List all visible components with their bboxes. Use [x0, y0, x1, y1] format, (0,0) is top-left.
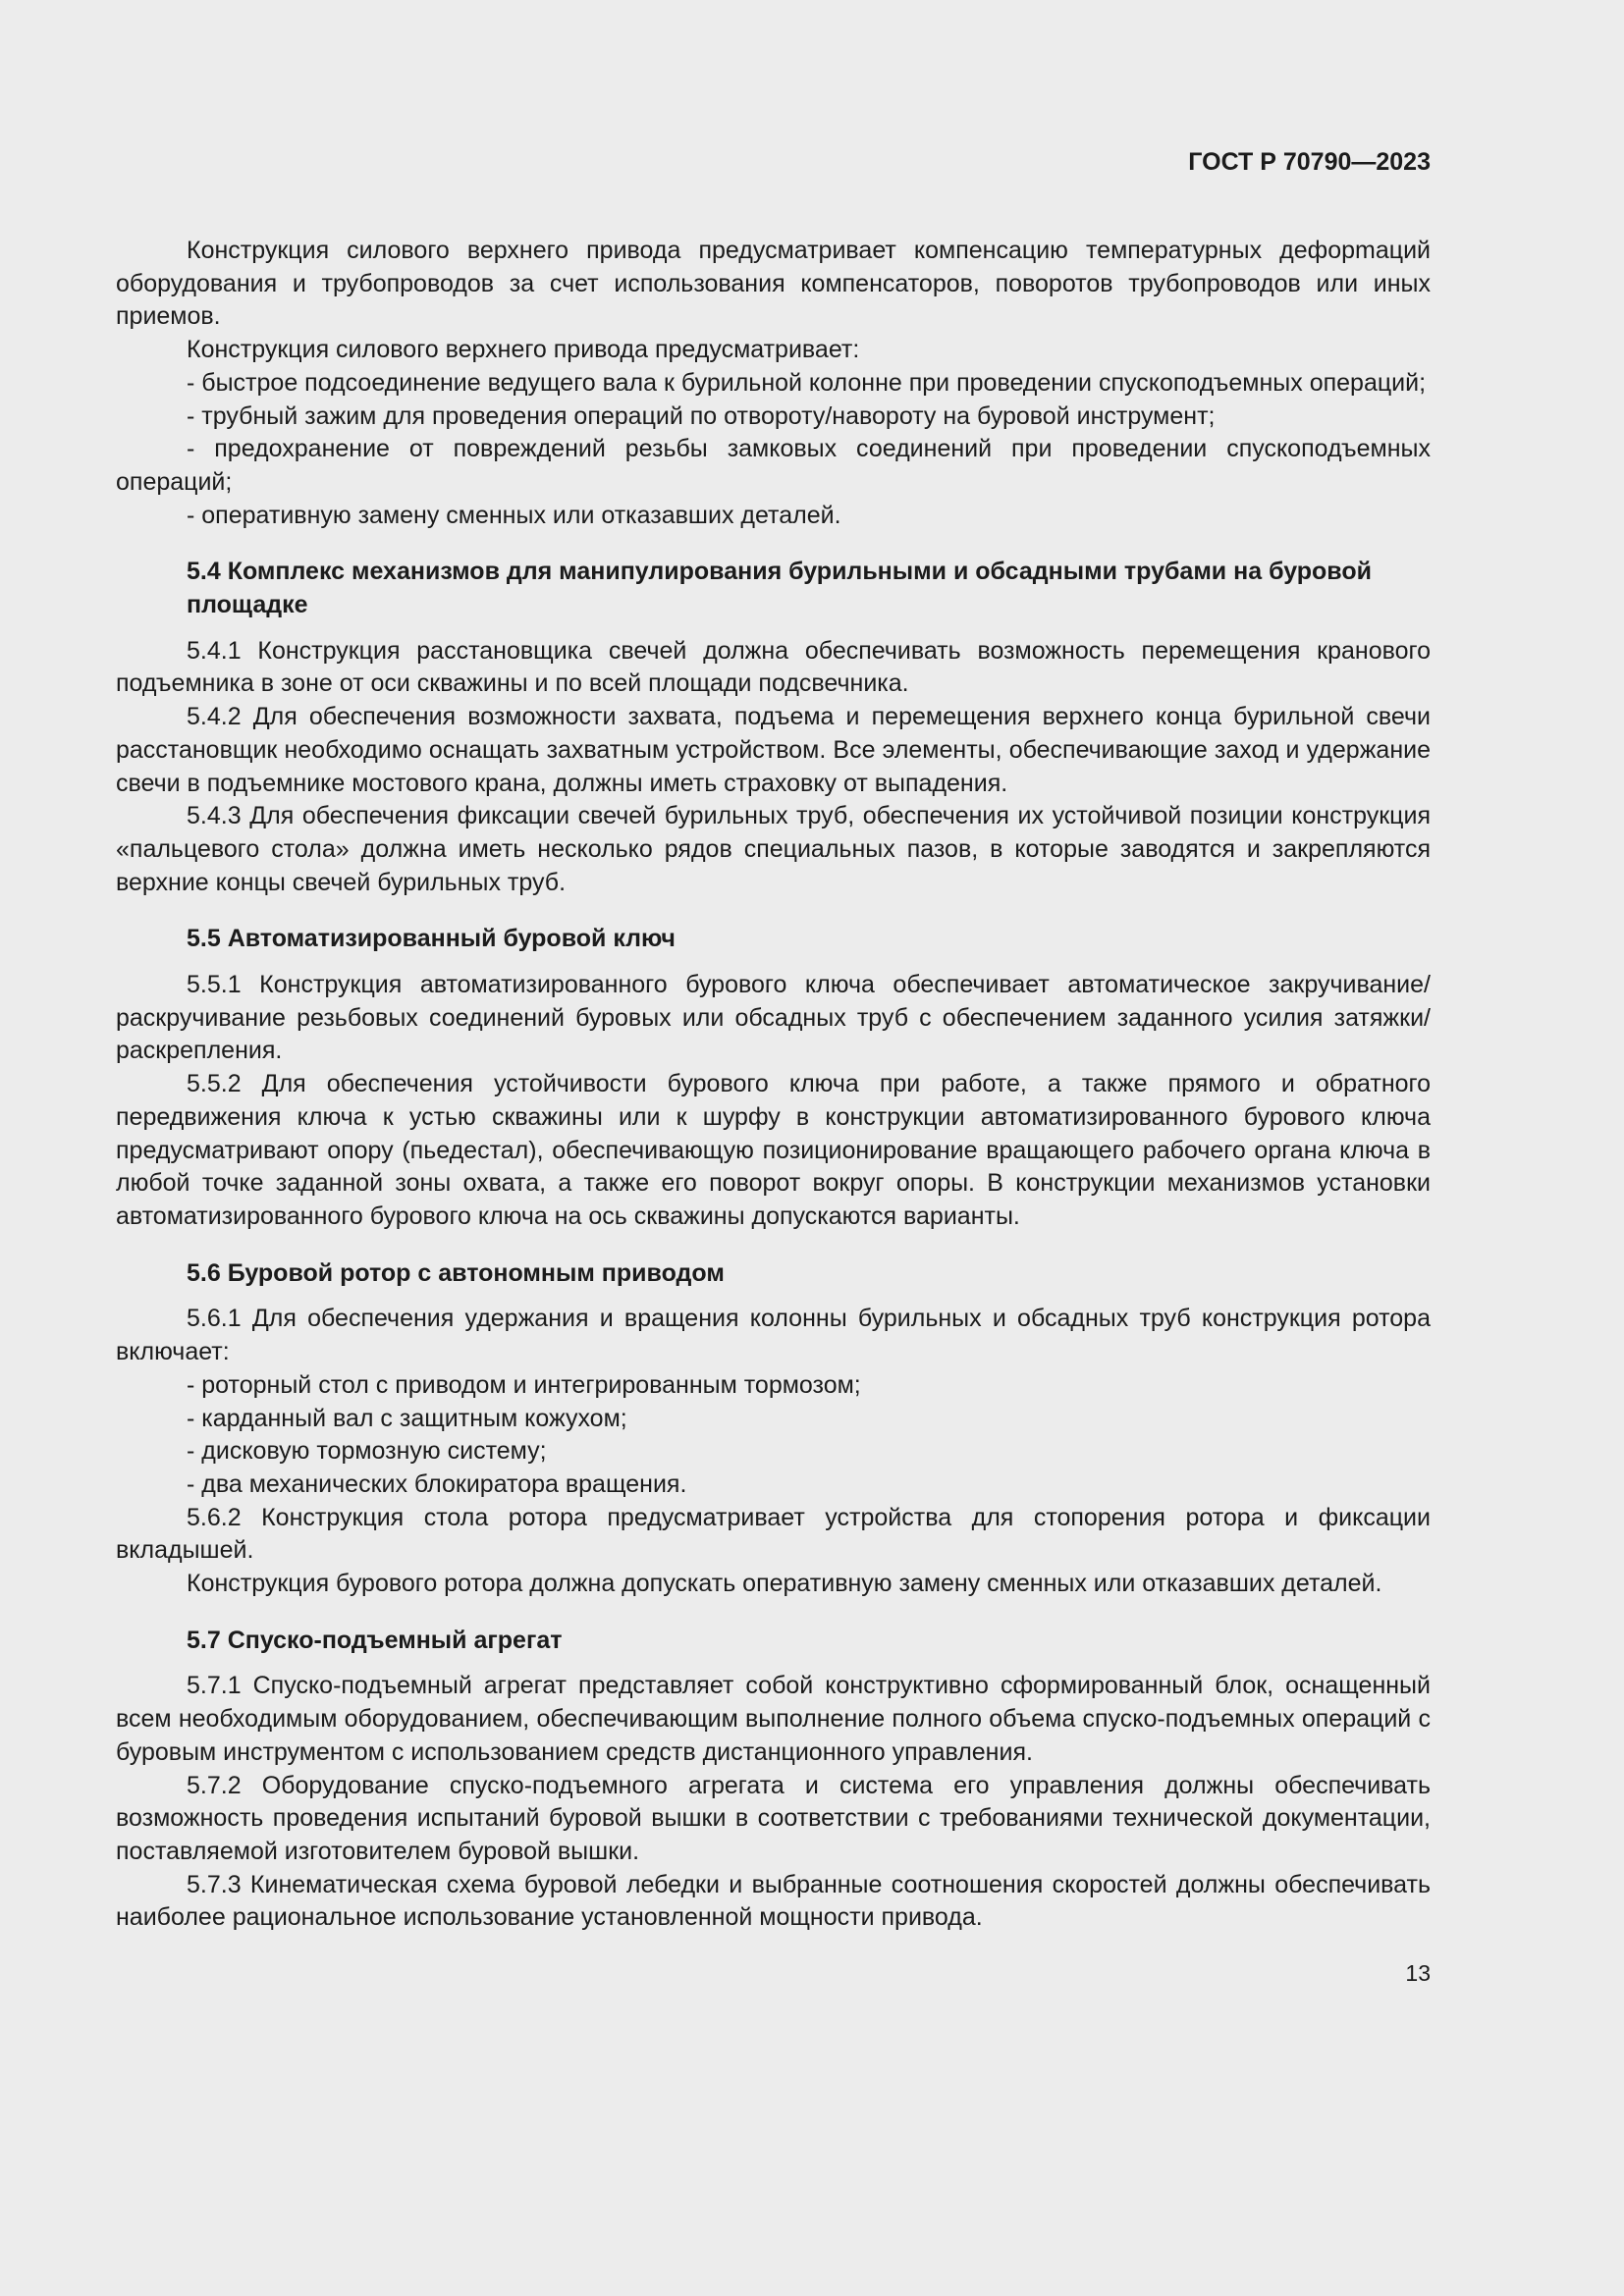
list-item: - роторный стол с приводом и интегрированным тормозом;	[187, 1370, 861, 1399]
paragraph: Конструкция бурового ротора должна допускать оперативную замену сменных или отказавших деталей.	[187, 1570, 1382, 1598]
list-item: - карданный вал с защитным кожухом;	[187, 1404, 627, 1432]
paragraph: Конструкция силового верхнего привода предусматривает компенсацию температурных дефорmаций оборудования и трубопроводов за счет использования компенсаторов, поворотов трубопроводов или иных приемов.	[116, 237, 1431, 331]
paragraph: Конструкция силового верхнего привода предусматривает:	[187, 336, 860, 364]
document-header: ГОСТ Р 70790—2023	[1188, 148, 1431, 176]
paragraph: 5.5.2 Для обеспечения устойчивости бурового ключа при работе, а также прямого и обратного передвижения ключа к устью скважины или к шурфу в конструкции автоматизированного бурового ключа предусматривают опору (пьедестал), обеспечивающую позиционирование вращающего рабочего органа ключа в любой точке заданной зоны охвата, а также его поворот вокруг опоры. В конструкции механизмов установки автоматизированного бурового ключа на ось скважины допускаются варианты.	[116, 1070, 1431, 1230]
section-heading: 5.4 Комплекс механизмов для манипулирования бурильными и обсадными трубами на буровой площадке	[187, 558, 1372, 619]
paragraph: 5.7.3 Кинематическая схема буровой лебедки и выбранные соотношения скоростей должны обеспечивать наиболее рациональное использование установленной мощности привода.	[116, 1870, 1431, 1932]
paragraph: 5.6.1 Для обеспечения удержания и вращения колонны бурильных и обсадных труб конструкция ротора включает:	[116, 1305, 1431, 1366]
paragraph: 5.6.2 Конструкция стола ротора предусматривает устройства для стопорения ротора и фиксации вкладышей.	[116, 1503, 1431, 1565]
list-item: - дисковую тормозную систему;	[187, 1437, 547, 1466]
section-heading: 5.5 Автоматизированный буровой ключ	[187, 925, 676, 953]
paragraph: 5.4.1 Конструкция расстановщика свечей должна обеспечивать возможность перемещения кранового подъемника в зоне от оси скважины и по всей площади подсвечника.	[116, 636, 1431, 698]
paragraph: 5.4.3 Для обеспечения фиксации свечей бурильных труб, обеспечения их устойчивой позиции конструкция «пальцевого стола» должна иметь несколько рядов специальных пазов, в которые заводятся и закрепляются верхние концы свечей бурильных труб.	[116, 802, 1431, 896]
section-heading: 5.7 Спуско-подъемный агрегат	[187, 1626, 563, 1654]
section-5-6	[116, 1257, 1431, 1601]
list-item: - два механических блокиратора вращения.	[187, 1469, 687, 1498]
section-5-5	[116, 923, 1431, 1233]
list-item: - быстрое подсоединение ведущего вала к бурильной колонне при проведении спускоподъемных операций;	[187, 368, 1427, 397]
document-page	[116, 145, 1431, 1988]
paragraph: 5.5.1 Конструкция автоматизированного бурового ключа обеспечивает автоматическое закручивание/раскручивание резьбовых соединений буровых или обсадных труб с обеспечением заданного усилия затяжки/раскрепления.	[116, 971, 1431, 1065]
paragraph: 5.7.1 Спуско-подъемный агрегат представляет собой конструктивно сформированный блок, оснащенный всем необходимым оборудованием, обеспечивающим выполнение полного объема спуско-подъемных операций с буровым инструментом с использованием средств дистанционного управления.	[116, 1672, 1431, 1766]
section-heading: 5.6 Буровой ротор с автономным приводом	[187, 1258, 725, 1287]
section-5-4	[116, 556, 1431, 899]
paragraph: 5.4.2 Для обеспечения возможности захвата, подъема и перемещения верхнего конца бурильной свечи расстановщик необходимо оснащать захватным устройством. Все элементы, обеспечивающие заход и удержание свечи в подъемнике мостового крана, должны иметь страховку от выпадения.	[116, 703, 1431, 797]
list-item: - оперативную замену сменных или отказавших деталей.	[187, 501, 841, 529]
list-item: - трубный зажим для проведения операций по отвороту/навороту на буровой инструмент;	[187, 401, 1216, 430]
intro-block	[116, 235, 1431, 532]
page-number: 13	[1405, 1960, 1431, 1987]
paragraph: 5.7.2 Оборудование спуско-подъемного агрегата и система его управления должны обеспечивать возможность проведения испытаний буровой вышки в соответствии с требованиями технической документации, поставляемой изготовителем буровой вышки.	[116, 1771, 1431, 1865]
section-5-7	[116, 1625, 1431, 1935]
list-item: - предохранение от повреждений резьбы замковых соединений при проведении спускоподъемных операций;	[116, 435, 1431, 496]
